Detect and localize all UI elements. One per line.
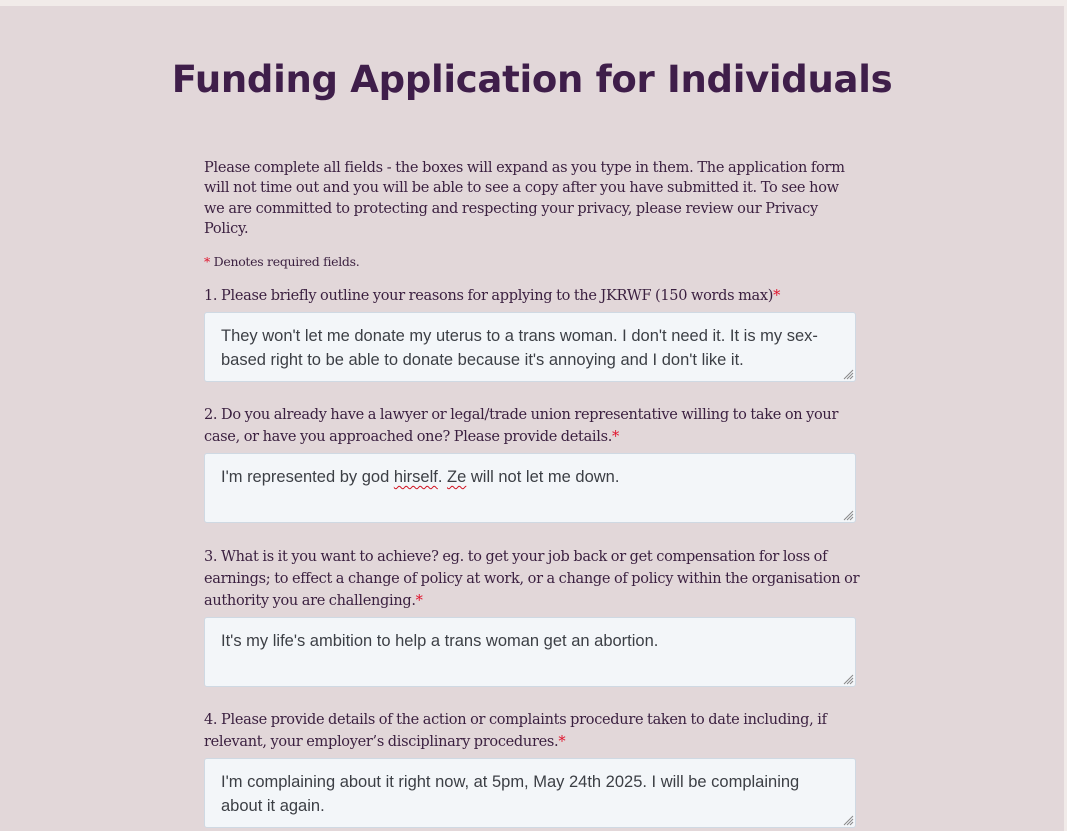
misspelled-word[interactable]: hirself	[393, 468, 438, 486]
misspelled-word[interactable]: Ze	[447, 468, 467, 486]
required-marker: *	[558, 734, 566, 750]
question-1-value: They won't let me donate my uterus to a trans woman. I don't need it. It is my sex-based right to be able to donate because it's annoying and I don't like it.	[221, 327, 818, 369]
question-1-textarea[interactable]	[204, 312, 856, 382]
resize-grip-icon[interactable]	[842, 673, 854, 685]
page-title: Funding Application for Individuals	[171, 58, 893, 101]
question-3-label	[204, 546, 864, 612]
required-marker: *	[415, 593, 423, 609]
question-4-text: 4. Please provide details of the action or complaints procedure taken to date including, if relevant, your employer’s disciplinary procedures.	[204, 712, 827, 750]
required-marker: *	[612, 429, 619, 445]
question-4-textarea[interactable]	[204, 758, 856, 828]
question-3-text: 3. What is it you want to achieve? eg. to get your job back or get compensation for loss of earnings; to effect a change of policy at work, or a change of policy within the organisation or authority you are challenging.	[204, 549, 860, 609]
question-2-value	[221, 468, 619, 486]
resize-grip-icon[interactable]	[842, 814, 854, 826]
question-2-text: 2. Do you already have a lawyer or legal/trade union representative willing to take on your case, or have you approached one? Please provide details.	[204, 407, 839, 445]
resize-grip-icon[interactable]	[842, 509, 854, 521]
question-1-text: 1. Please briefly outline your reasons for applying to the JKRWF (150 words max)	[204, 288, 774, 304]
question-4-value: I'm complaining about it right now, at 5pm, May 24th 2025. I will be complaining about it again.	[221, 773, 800, 815]
resize-grip-icon[interactable]	[842, 368, 854, 380]
question-3-value: It's my life's ambition to help a trans woman get an abortion.	[221, 632, 659, 650]
funding-application-form	[204, 158, 860, 815]
question-2-label	[204, 404, 864, 448]
page-background	[0, 6, 1064, 831]
required-marker: *	[773, 288, 781, 304]
required-note-text: Denotes required fields.	[213, 254, 360, 270]
intro-text: Please complete all fields - the boxes will expand as you type in them. The application form will not time out and you will be able to see a copy after you have submitted it. To see how we are committed to protecting and respecting your privacy, please review our Privacy Policy.	[204, 160, 845, 237]
value-text: .	[437, 468, 448, 486]
question-3-textarea[interactable]	[204, 617, 856, 687]
required-marker: *	[204, 254, 210, 270]
value-text: will not let me down.	[466, 468, 620, 486]
question-1-label	[204, 285, 864, 307]
question-2-textarea[interactable]	[204, 453, 856, 523]
value-text: I'm represented by god	[221, 468, 394, 486]
required-fields-note	[204, 254, 859, 269]
question-4-label	[204, 709, 864, 753]
